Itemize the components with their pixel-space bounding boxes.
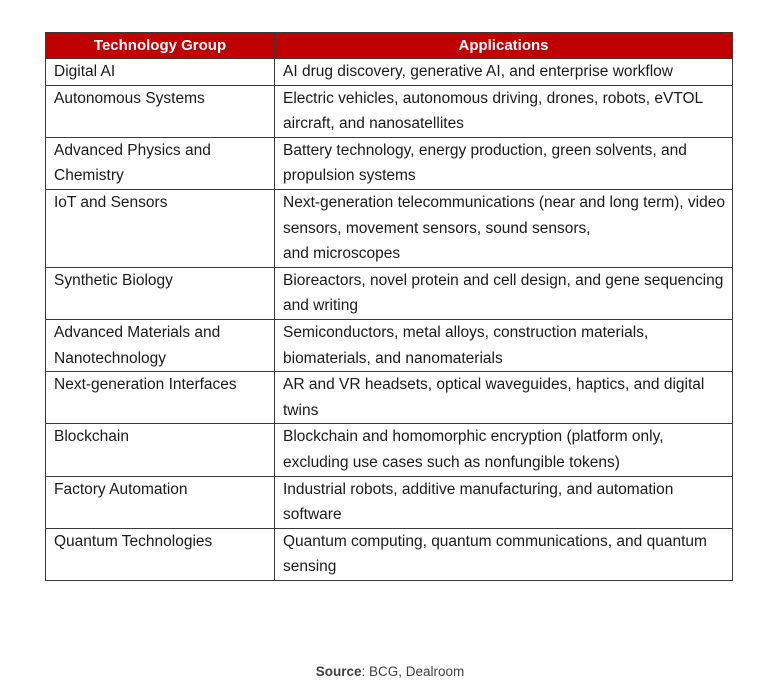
table-row: [46, 137, 733, 189]
technology-group-cell: Digital AI: [46, 59, 275, 86]
technology-group-cell: Factory Automation: [46, 476, 275, 528]
table-row: [46, 528, 733, 580]
table-row: [46, 424, 733, 476]
source-label: Source: [315, 664, 362, 679]
technology-group-cell: Autonomous Systems: [46, 85, 275, 137]
technology-group-cell: Blockchain: [46, 424, 275, 476]
header-technology-group: Technology Group: [46, 33, 275, 59]
applications-cell: Bioreactors, novel protein and cell design, and gene sequencing and writing: [275, 267, 733, 319]
source-text: : BCG, Dealroom: [361, 664, 465, 679]
technology-applications-table: [45, 32, 733, 581]
applications-cell: Semiconductors, metal alloys, construction materials, biomaterials, and nanomaterials: [275, 319, 733, 371]
technology-group-cell: Quantum Technologies: [46, 528, 275, 580]
applications-cell: Industrial robots, additive manufacturing, and automation software: [275, 476, 733, 528]
applications-cell: AR and VR headsets, optical waveguides, haptics, and digital twins: [275, 372, 733, 424]
applications-cell: Quantum computing, quantum communications, and quantum sensing: [275, 528, 733, 580]
technology-group-cell: Advanced Physics and Chemistry: [46, 137, 275, 189]
applications-cell: Next-generation telecommunications (near and long term), video sensors, movement sensors, sound sensors, and microscopes: [275, 189, 733, 267]
applications-cell: Blockchain and homomorphic encryption (platform only, excluding use cases such as nonfungible tokens): [275, 424, 733, 476]
technology-group-cell: Next-generation Interfaces: [46, 372, 275, 424]
table-row: [46, 59, 733, 86]
technology-group-cell: Advanced Materials and Nanotechnology: [46, 319, 275, 371]
table-row: [46, 189, 733, 267]
table-body: [46, 59, 733, 581]
table-row: [46, 85, 733, 137]
technology-group-cell: IoT and Sensors: [46, 189, 275, 267]
table-row: [46, 372, 733, 424]
table-row: [46, 476, 733, 528]
applications-cell: AI drug discovery, generative AI, and enterprise workflow: [275, 59, 733, 86]
table-row: [46, 267, 733, 319]
source-note: [0, 664, 780, 679]
table-row: [46, 319, 733, 371]
applications-cell: Battery technology, energy production, green solvents, and propulsion systems: [275, 137, 733, 189]
header-applications: Applications: [275, 33, 733, 59]
technology-group-cell: Synthetic Biology: [46, 267, 275, 319]
table-header-row: [46, 33, 733, 59]
applications-cell: Electric vehicles, autonomous driving, drones, robots, eVTOL aircraft, and nanosatellites: [275, 85, 733, 137]
